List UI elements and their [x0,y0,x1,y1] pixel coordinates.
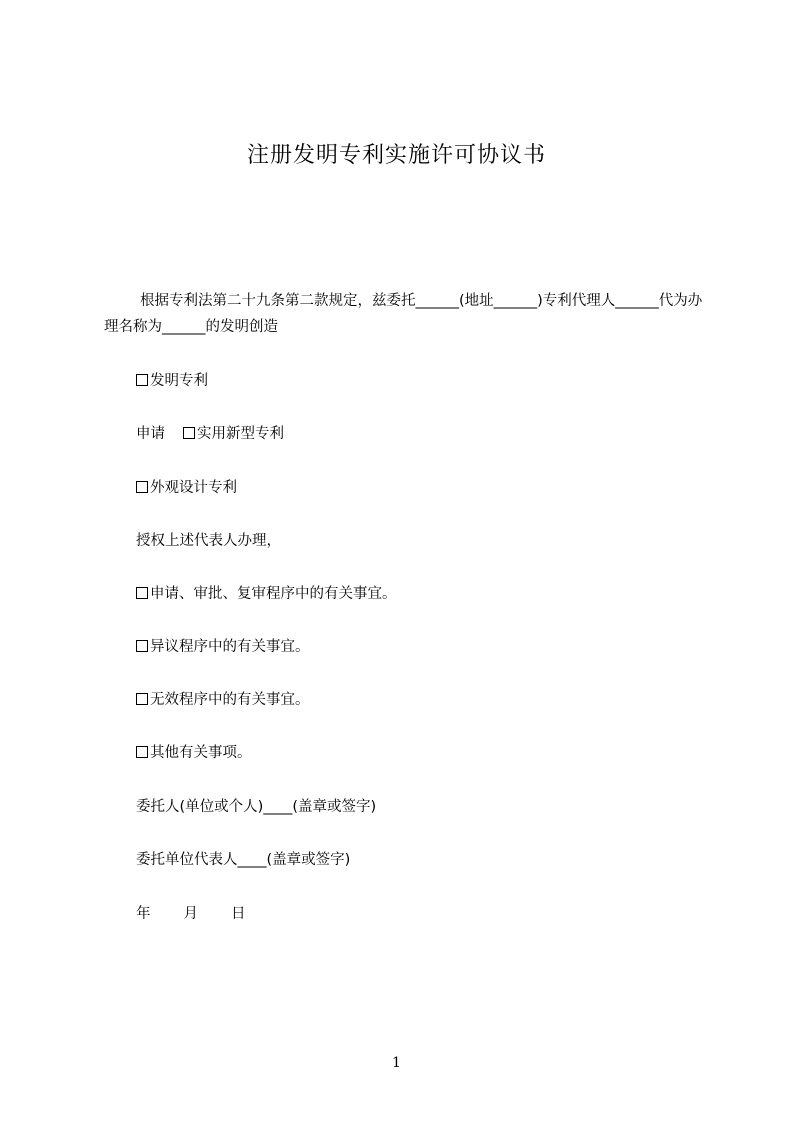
intro-paragraph: 根据专利法第二十九条第二款规定，兹委托______(地址______)专利代理人______代为办理名称为______的发明创造 [104,293,703,335]
representative-signature-line: 委托单位代表人____(盖章或签字) [136,852,351,868]
option-utility-model-row [136,424,284,444]
option-invention [136,371,208,391]
checkbox-icon[interactable] [136,587,148,599]
matter-label: 其他有关事项。 [150,745,252,761]
checkbox-icon[interactable] [136,746,148,758]
checkbox-icon[interactable] [136,481,148,493]
matter-label: 异议程序中的有关事宜。 [150,639,310,655]
date-month: 月 [183,906,198,922]
apply-label: 申请 [136,426,165,442]
date-year: 年 [136,906,151,922]
matter-item [136,690,310,710]
page-number: 1 [392,1055,401,1071]
matter-item [136,743,252,763]
date-line [136,904,246,924]
matter-item [136,637,310,657]
document-title: 注册发明专利实施许可协议书 [246,143,546,168]
matter-label: 无效程序中的有关事宜。 [150,692,310,708]
matter-label: 申请、审批、复审程序中的有关事宜。 [150,586,397,602]
option-design [136,478,237,498]
date-day: 日 [231,906,246,922]
checkbox-icon[interactable] [183,427,195,439]
principal-signature-line: 委托人(单位或个人)____(盖章或签字) [136,799,377,815]
checkbox-icon[interactable] [136,374,148,386]
option-label: 外观设计专利 [150,480,237,496]
checkbox-icon[interactable] [136,693,148,705]
option-label: 实用新型专利 [197,426,284,442]
authorize-text: 授权上述代表人办理， [136,533,281,549]
matter-item [136,584,397,604]
option-label: 发明专利 [150,373,208,389]
checkbox-icon[interactable] [136,640,148,652]
